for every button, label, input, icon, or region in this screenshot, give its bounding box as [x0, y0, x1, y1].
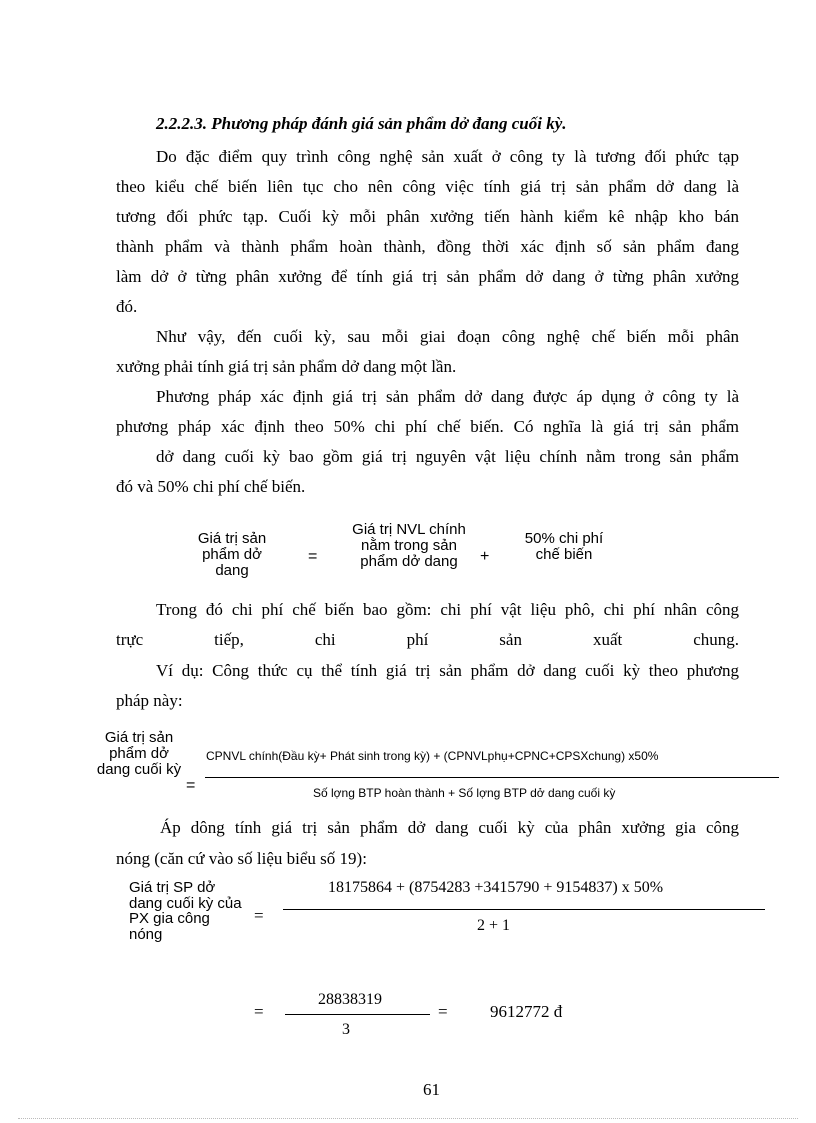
text-line: xưởng phải tính giá trị sản phẩm dở dang một lần. [116, 357, 457, 376]
text-line: trực tiếp, chi phí sản xuất chung. [116, 630, 739, 649]
text-line: Do đặc điểm quy trình công nghệ sản xuất ở công ty là tương đối phức tạp [156, 147, 739, 166]
formula-3-result: 9612772 đ [490, 1002, 563, 1021]
text-line: Áp dông tính giá trị sản phẩm dở dang cuối kỳ của phân xưởng gia công [160, 818, 739, 837]
formula-2-denominator: Số lợng BTP hoàn thành + Số lợng BTP dở dang cuối kỳ [313, 786, 616, 800]
text-line: đó. [116, 297, 138, 316]
formula-2-equals: = [186, 777, 196, 794]
formula-1-term2: 50% chi phí chế biến [524, 530, 604, 563]
formula-1-equals: = [308, 548, 318, 565]
formula-1-plus: + [480, 548, 490, 565]
text-line: thành phẩm và thành phẩm hoàn thành, đồng thời xác định số sản phẩm đang [116, 237, 739, 256]
formula-3-denominator: 2 + 1 [477, 917, 511, 934]
text-line: đó và 50% chi phí chế biến. [116, 477, 306, 496]
formula-1-lhs: Giá trị sản phẩm dở dang [197, 530, 267, 579]
text-line: Trong đó chi phí chế biến bao gồm: chi phí vật liệu phô, chi phí nhân công [156, 600, 739, 619]
formula-3-fraction-bar-2 [285, 1014, 430, 1015]
formula-2-numerator: CPNVL chính(Đầu kỳ+ Phát sinh trong kỳ) + (CPNVLphụ+CPNC+CPSXchung) x50% [206, 749, 659, 763]
formula-3-lhs: Giá trị SP dở dang cuối kỳ của PX gia công nóng [129, 879, 242, 943]
formula-2-lhs: Giá trị sản phẩm dở dang cuối kỳ [96, 729, 182, 778]
text-line: phương pháp xác định theo 50% chi phí chế biến. Có nghĩa là giá trị sản phẩm [116, 417, 739, 436]
text-line: dở dang cuối kỳ bao gồm giá trị nguyên vật liệu chính nằm trong sản phẩm [156, 447, 739, 466]
formula-3-numerator: 18175864 + (8754283 +3415790 + 9154837) x 50% [328, 879, 664, 896]
text-line: Ví dụ: Công thức cụ thể tính giá trị sản phẩm dở dang cuối kỳ theo phương [156, 661, 739, 680]
text-line: pháp này: [116, 691, 183, 710]
page-bottom-divider [18, 1118, 798, 1119]
text-line: nóng (căn cứ vào số liệu biểu số 19): [116, 849, 367, 868]
formula-2-fraction-bar [205, 777, 779, 778]
formula-3-fraction-bar [283, 909, 765, 910]
formula-1-term1: Giá trị NVL chính nằm trong sản phẩm dở dang [352, 521, 466, 570]
formula-3-equals: = [254, 906, 264, 925]
text-line: làm dở ở từng phân xưởng để tính giá trị sản phẩm dở dang ở từng phân xưởng [116, 267, 739, 286]
text-line: Như vậy, đến cuối kỳ, sau mỗi giai đoạn công nghệ chế biến mỗi phân [156, 327, 739, 346]
formula-3-numerator-2: 28838319 [318, 991, 382, 1008]
text-line: Phương pháp xác định giá trị sản phẩm dở dang được áp dụng ở công ty là [156, 387, 739, 406]
formula-3-equals-3: = [438, 1002, 448, 1021]
formula-3-denominator-2: 3 [342, 1021, 350, 1038]
section-heading: 2.2.2.3. Phương pháp đánh giá sản phẩm dở đang cuối kỳ. [156, 114, 567, 133]
text-line: theo kiểu chế biến liên tục cho nên công việc tính giá trị sản phẩm dở dang là [116, 177, 739, 196]
formula-3-equals-2: = [254, 1002, 264, 1021]
text-line: tương đối phức tạp. Cuối kỳ mỗi phân xưởng tiến hành kiểm kê nhập kho bán [116, 207, 739, 226]
page-number: 61 [423, 1080, 440, 1099]
